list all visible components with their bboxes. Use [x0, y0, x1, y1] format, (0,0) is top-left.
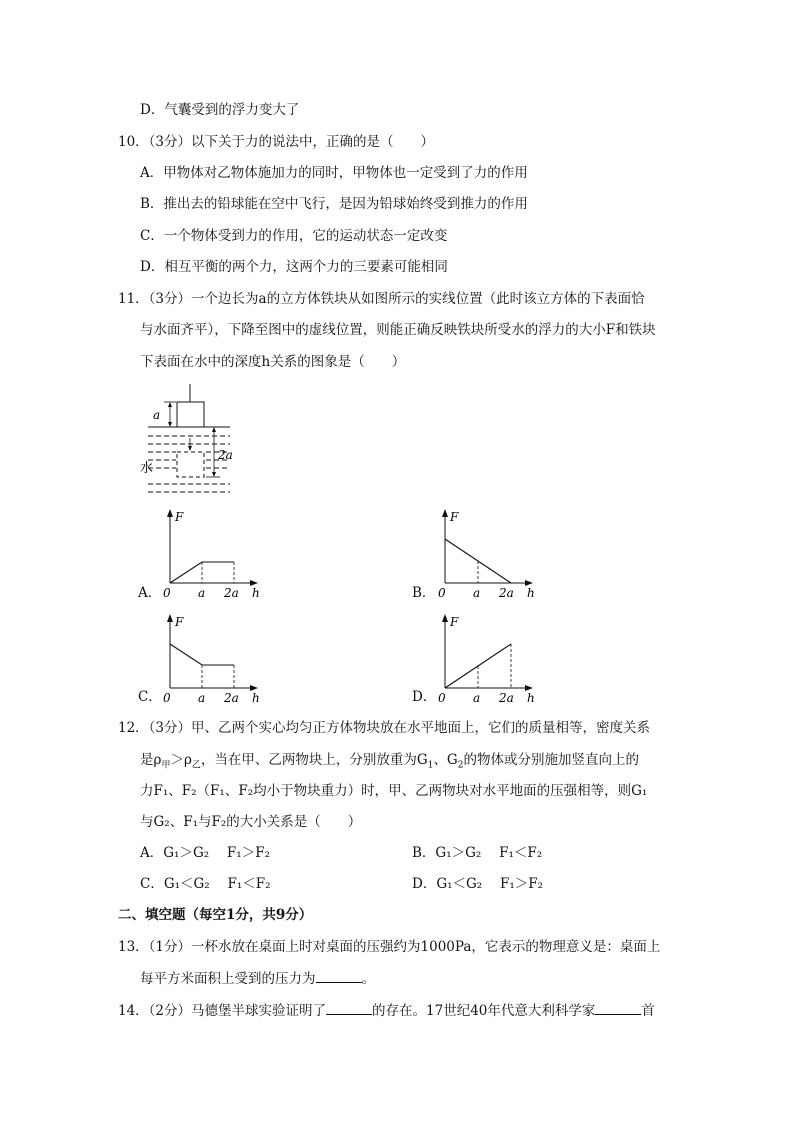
q12-stem-line4: 与G₂、F₁与F₂的大小关系是（ ）	[140, 814, 362, 830]
cube-dashed	[177, 452, 204, 477]
q10-option-c: C．一个物体受到力的作用，它的运动状态一定改变	[140, 228, 448, 244]
svg-text:F: F	[450, 510, 459, 524]
svg-text:a: a	[198, 586, 206, 600]
q10-option-b: B．推出去的铅球能在空中飞行，是因为铅球始终受到推力的作用	[140, 196, 528, 212]
q9-option-d: D．气囊受到的浮力变大了	[140, 102, 300, 118]
svg-text:2a: 2a	[224, 691, 239, 705]
q13-stem-line2: 每平方米面积上受到的压力为 。	[140, 968, 375, 989]
q11-stem-line2: 与水面齐平），下降至图中的虚线位置，则能正确反映铁块所受水的浮力的大小F和铁块	[140, 322, 656, 338]
svg-text:2a: 2a	[499, 586, 514, 600]
graph-a-label: A．	[138, 585, 162, 601]
depth-label: 2a	[218, 448, 233, 462]
q10-option-d: D．相互平衡的两个力，这两个力的三要素可能相同	[140, 259, 448, 275]
svg-text:F: F	[175, 615, 184, 629]
cube-solid	[177, 402, 204, 427]
svg-text:2a: 2a	[499, 691, 514, 705]
svg-text:2a: 2a	[224, 586, 239, 600]
graph-c-curve	[170, 644, 234, 665]
svg-text:a: a	[198, 691, 206, 705]
q12-stem-line1: 12．（3分）甲、乙两个实心均匀正方体物块放在水平地面上，它们的质量相等，密度关系	[118, 720, 651, 736]
graph-c	[160, 610, 270, 705]
graph-b	[435, 505, 545, 600]
side-label: a	[153, 408, 161, 422]
svg-text:h: h	[252, 691, 260, 705]
svg-text:h: h	[252, 586, 260, 600]
svg-text:0: 0	[163, 691, 171, 705]
q12-option-a: A．G₁＞G₂ F₁＞F₂	[140, 845, 270, 861]
svg-text:a: a	[473, 691, 481, 705]
q14-answer-blank-1[interactable]	[326, 1000, 372, 1015]
svg-text:0: 0	[163, 586, 171, 600]
svg-text:h: h	[527, 586, 535, 600]
q12-option-b: B．G₁＞G₂ F₁＜F₂	[412, 845, 543, 861]
q12-stem-line3: 力F₁、F₂（F₁、F₂均小于物块重力）时，甲、乙两物块对水平地面的压强相等，则G₁	[140, 783, 648, 799]
q14-stem-line1: 14．（2分）马德堡半球实验证明了 的存在。17世纪40年代意大利科学家 首	[118, 1000, 655, 1021]
q12-stem-line2: 是$\rho_甲>\rho_乙$，当在甲、乙两物块上，分别放重为$G_1$、$G_2$的物体或分别施加竖直向上的	[140, 752, 639, 771]
svg-text:F: F	[450, 615, 459, 629]
graph-c-label: C．	[138, 689, 162, 705]
q11-stem-line3: 下表面在水中的深度h关系的图象是（ ）	[140, 354, 406, 370]
section-fill-in-title: 二、填空题（每空1分，共9分）	[118, 907, 313, 923]
q14-answer-blank-2[interactable]	[595, 1000, 641, 1015]
svg-text:a: a	[473, 586, 481, 600]
q12-option-c: C．G₁＜G₂ F₁＜F₂	[140, 876, 271, 892]
q11-stem-line1: 11．（3分）一个边长为a的立方体铁块从如图所示的实线位置（此时该立方体的下表面恰	[118, 291, 645, 307]
q13-answer-blank[interactable]	[316, 968, 362, 983]
graph-b-label: B．	[412, 585, 436, 601]
q12-option-d: D．G₁＜G₂ F₁＞F₂	[412, 876, 544, 892]
graph-a	[160, 505, 270, 600]
graph-d	[435, 610, 545, 705]
svg-text:0: 0	[438, 586, 446, 600]
graph-d-label: D．	[412, 689, 437, 705]
q13-stem-line1: 13．（1分）一杯水放在桌面上时对桌面的压强约为1000Pa，它表示的物理意义是：桌面上	[118, 939, 661, 955]
q10-option-a: A．甲物体对乙物体施加力的同时，甲物体也一定受到了力的作用	[140, 165, 528, 181]
svg-text:h: h	[527, 691, 535, 705]
svg-text:0: 0	[438, 691, 446, 705]
svg-text:F: F	[175, 510, 184, 524]
water-lines	[148, 436, 230, 492]
q10-stem: 10．（3分）以下关于力的说法中，正确的是（ ）	[118, 134, 435, 150]
water-label: 水	[140, 461, 154, 476]
cube-water-figure	[140, 380, 250, 498]
